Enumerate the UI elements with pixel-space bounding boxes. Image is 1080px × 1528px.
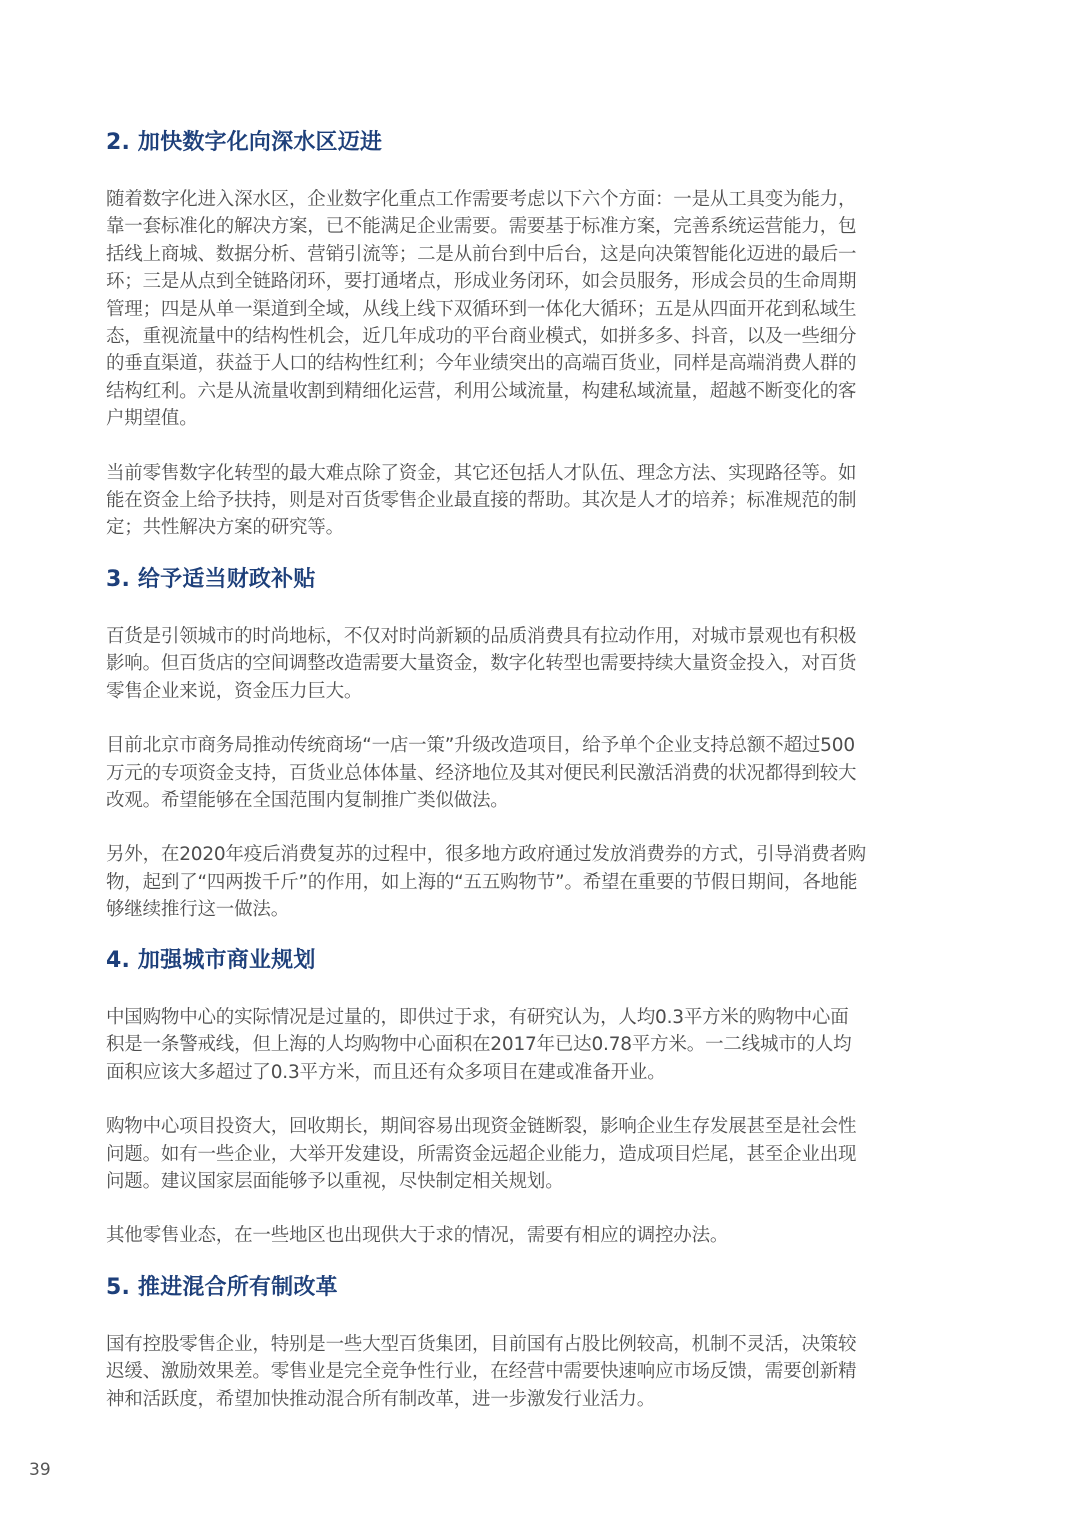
- body-paragraph: 国有控股零售企业，特别是一些大型百货集团，目前国有占股比例较高，机制不灵活，决策较迟缓、激励效果差。零售业是完全竞争性行业，在经营中需要快速响应市场反馈，需要创新精神和活跃度，希望加快推动混合所有制改革，进一步激发行业活力。: [106, 1334, 857, 1410]
- section-heading: 4. 加强城市商业规划: [106, 948, 316, 973]
- section-urban-planning: [106, 946, 866, 1250]
- section-heading: 3. 给予适当财政补贴: [106, 567, 316, 592]
- section-heading: 2. 加快数字化向深水区迈进: [106, 130, 383, 155]
- body-paragraph: 另外，在2020年疫后消费复苏的过程中，很多地方政府通过发放消费券的方式，引导消费者购物，起到了“四两拨千斤”的作用，如上海的“五五购物节”。希望在重要的节假日期间，各地能够继续推行这一做法。: [106, 844, 866, 921]
- section-fiscal-subsidy: [106, 565, 866, 924]
- section-heading: 5. 推进混合所有制改革: [106, 1275, 338, 1300]
- page-number: 39: [29, 1460, 51, 1480]
- section-mixed-ownership: [106, 1273, 866, 1413]
- body-paragraph: 当前零售数字化转型的最大难点除了资金，其它还包括人才队伍、理念方法、实现路径等。如能在资金上给予扶持，则是对百货零售企业最直接的帮助。其次是人才的培养；标准规范的制定；共性解决方案的研究等。: [106, 462, 857, 539]
- body-paragraph: 其他零售业态，在一些地区也出现供大于求的情况，需要有相应的调控办法。: [106, 1225, 729, 1247]
- body-paragraph: 购物中心项目投资大，回收期长，期间容易出现资金链断裂，影响企业生存发展甚至是社会性问题。如有一些企业，大举开发建设，所需资金远超企业能力，造成项目烂尾，甚至企业出现问题。建议国家层面能够予以重视，尽快制定相关规划。: [106, 1116, 857, 1193]
- section-digitalization: [106, 128, 866, 542]
- body-paragraph: 目前北京市商务局推动传统商场“一店一策”升级改造项目，给予单个企业支持总额不超过500万元的专项资金支持，百货业总体体量、经济地位及其对便民利民激活消费的状况都得到较大改观。希望能够在全国范围内复制推广类似做法。: [106, 735, 857, 812]
- body-paragraph: 百货是引领城市的时尚地标，不仅对时尚新颖的品质消费具有拉动作用，对城市景观也有积极影响。但百货店的空间调整改造需要大量资金，数字化转型也需要持续大量资金投入，对百货零售企业来说，资金压力巨大。: [106, 626, 857, 702]
- body-paragraph: 随着数字化进入深水区，企业数字化重点工作需要考虑以下六个方面：一是从工具变为能力，靠一套标准化的解决方案，已不能满足企业需要。需要基于标准方案，完善系统运营能力，包括线上商城、数据分析、营销引流等；二是从前台到中后台，这是向决策智能化迈进的最后一环；三是从点到全链路闭环，要打通堵点，形成业务闭环，如会员服务，形成会员的生命周期管理；四是从单一渠道到全域，从线上线下双循环到一体化大循环；五是从四面开花到私域生态，重视流量中的结构性机会，近几年成功的平台商业模式，如拼多多、抖音，以及一些细分的垂直渠道，获益于人口的结构性红利；今年业绩突出的高端百货业，同样是高端消费人群的结构红利。六是从流量收割到精细化运营，利用公域流量，构建私域流量，超越不断变化的客户期望值。: [106, 189, 857, 430]
- body-paragraph: 中国购物中心的实际情况是过量的，即供过于求，有研究认为，人均0.3平方米的购物中心面积是一条警戒线，但上海的人均购物中心面积在2017年已达0.78平方米。一二线城市的人均面积应该大多超过了0.3平方米，而且还有众多项目在建或准备开业。: [106, 1007, 852, 1083]
